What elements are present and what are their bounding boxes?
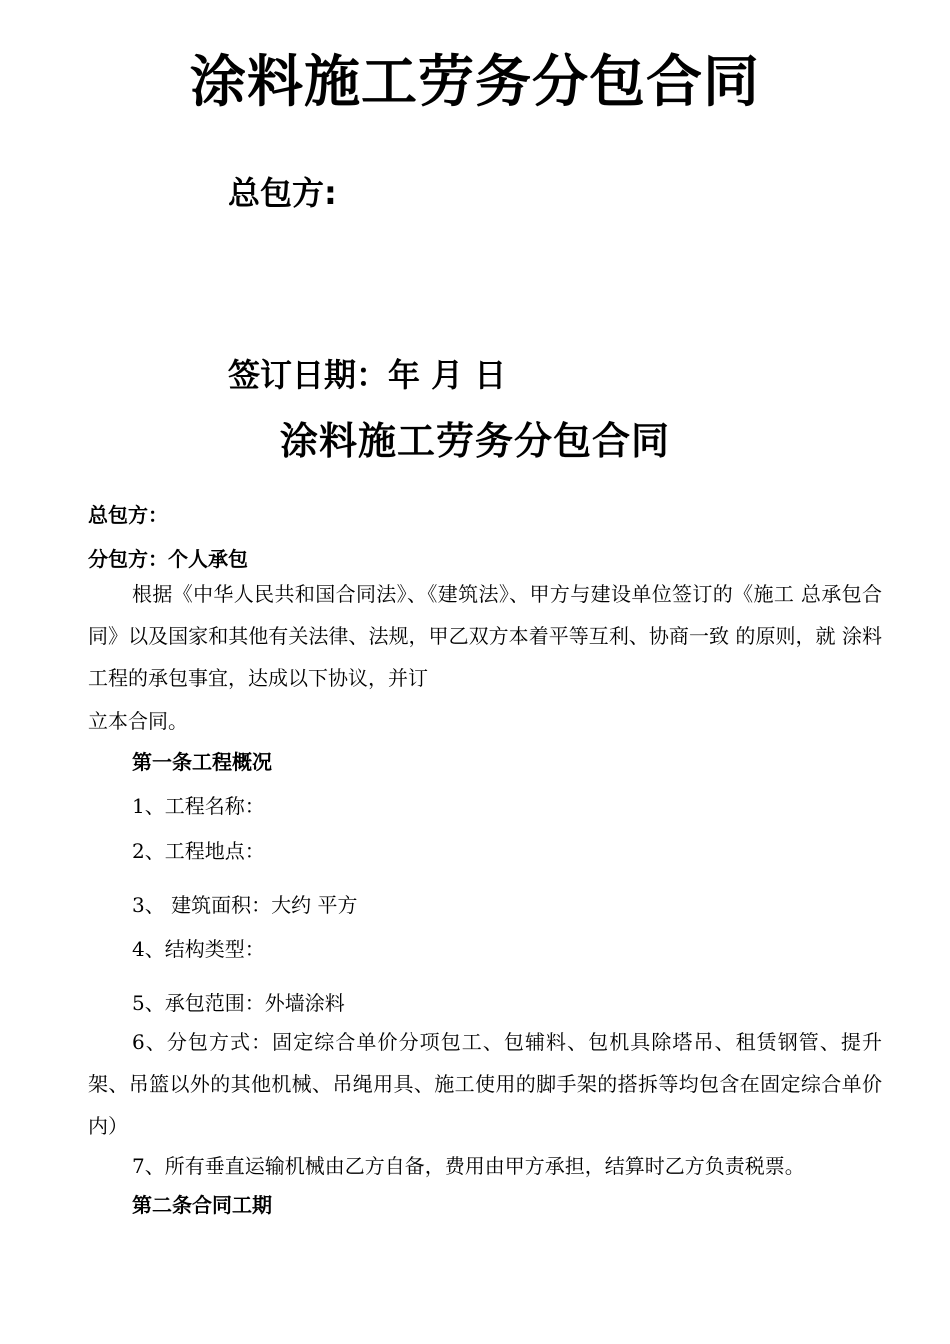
item-project-name: 1、工程名称：: [132, 794, 265, 818]
contract-title: 涂料施工劳务分包合同: [279, 419, 670, 463]
item-vertical-transport: 7、所有垂直运输机械由乙方自备，费用由甲方承担，结算时乙方负责税票。: [132, 1154, 805, 1178]
preamble-end: 立本合同。: [88, 709, 188, 733]
cover-general-contractor: 总包方:: [228, 174, 337, 212]
article-1-title: 第一条工程概况: [132, 750, 272, 774]
item-structure-type: 4、结构类型：: [132, 937, 265, 961]
item-project-location: 2、工程地点：: [132, 839, 265, 863]
item-contract-scope: 5、承包范围：外墙涂料: [132, 991, 345, 1015]
item-subcontract-method: 6、分包方式：固定综合单价分项包工、包辅料、包机具除塔吊、租赁钢管、提升架、吊篮以外的其他机械、吊绳用具、施工使用的脚手架的搭拆等均包含在固定综合单价内）: [88, 1030, 882, 1138]
article-2-title: 第二条合同工期: [132, 1193, 272, 1217]
cover-title: 涂料施工劳务分包合同: [190, 50, 760, 115]
general-contractor-label: 总包方：: [88, 503, 168, 527]
item-building-area: 3、 建筑面积：大约 平方: [132, 893, 358, 917]
preamble-paragraph: 根据《中华人民共和国合同法》、《建筑法》、甲方与建设单位签订的《施工 总承包合同》以及国家和其他有关法律、法规，甲乙双方本着平等互利、协商一致 的原则，就 涂料工程的承包事宜，达成以下协议，并订: [88, 582, 882, 690]
subcontractor-label: 分包方：个人承包: [88, 547, 248, 571]
cover-sign-date: 签订日期：年 月 日: [228, 356, 507, 394]
